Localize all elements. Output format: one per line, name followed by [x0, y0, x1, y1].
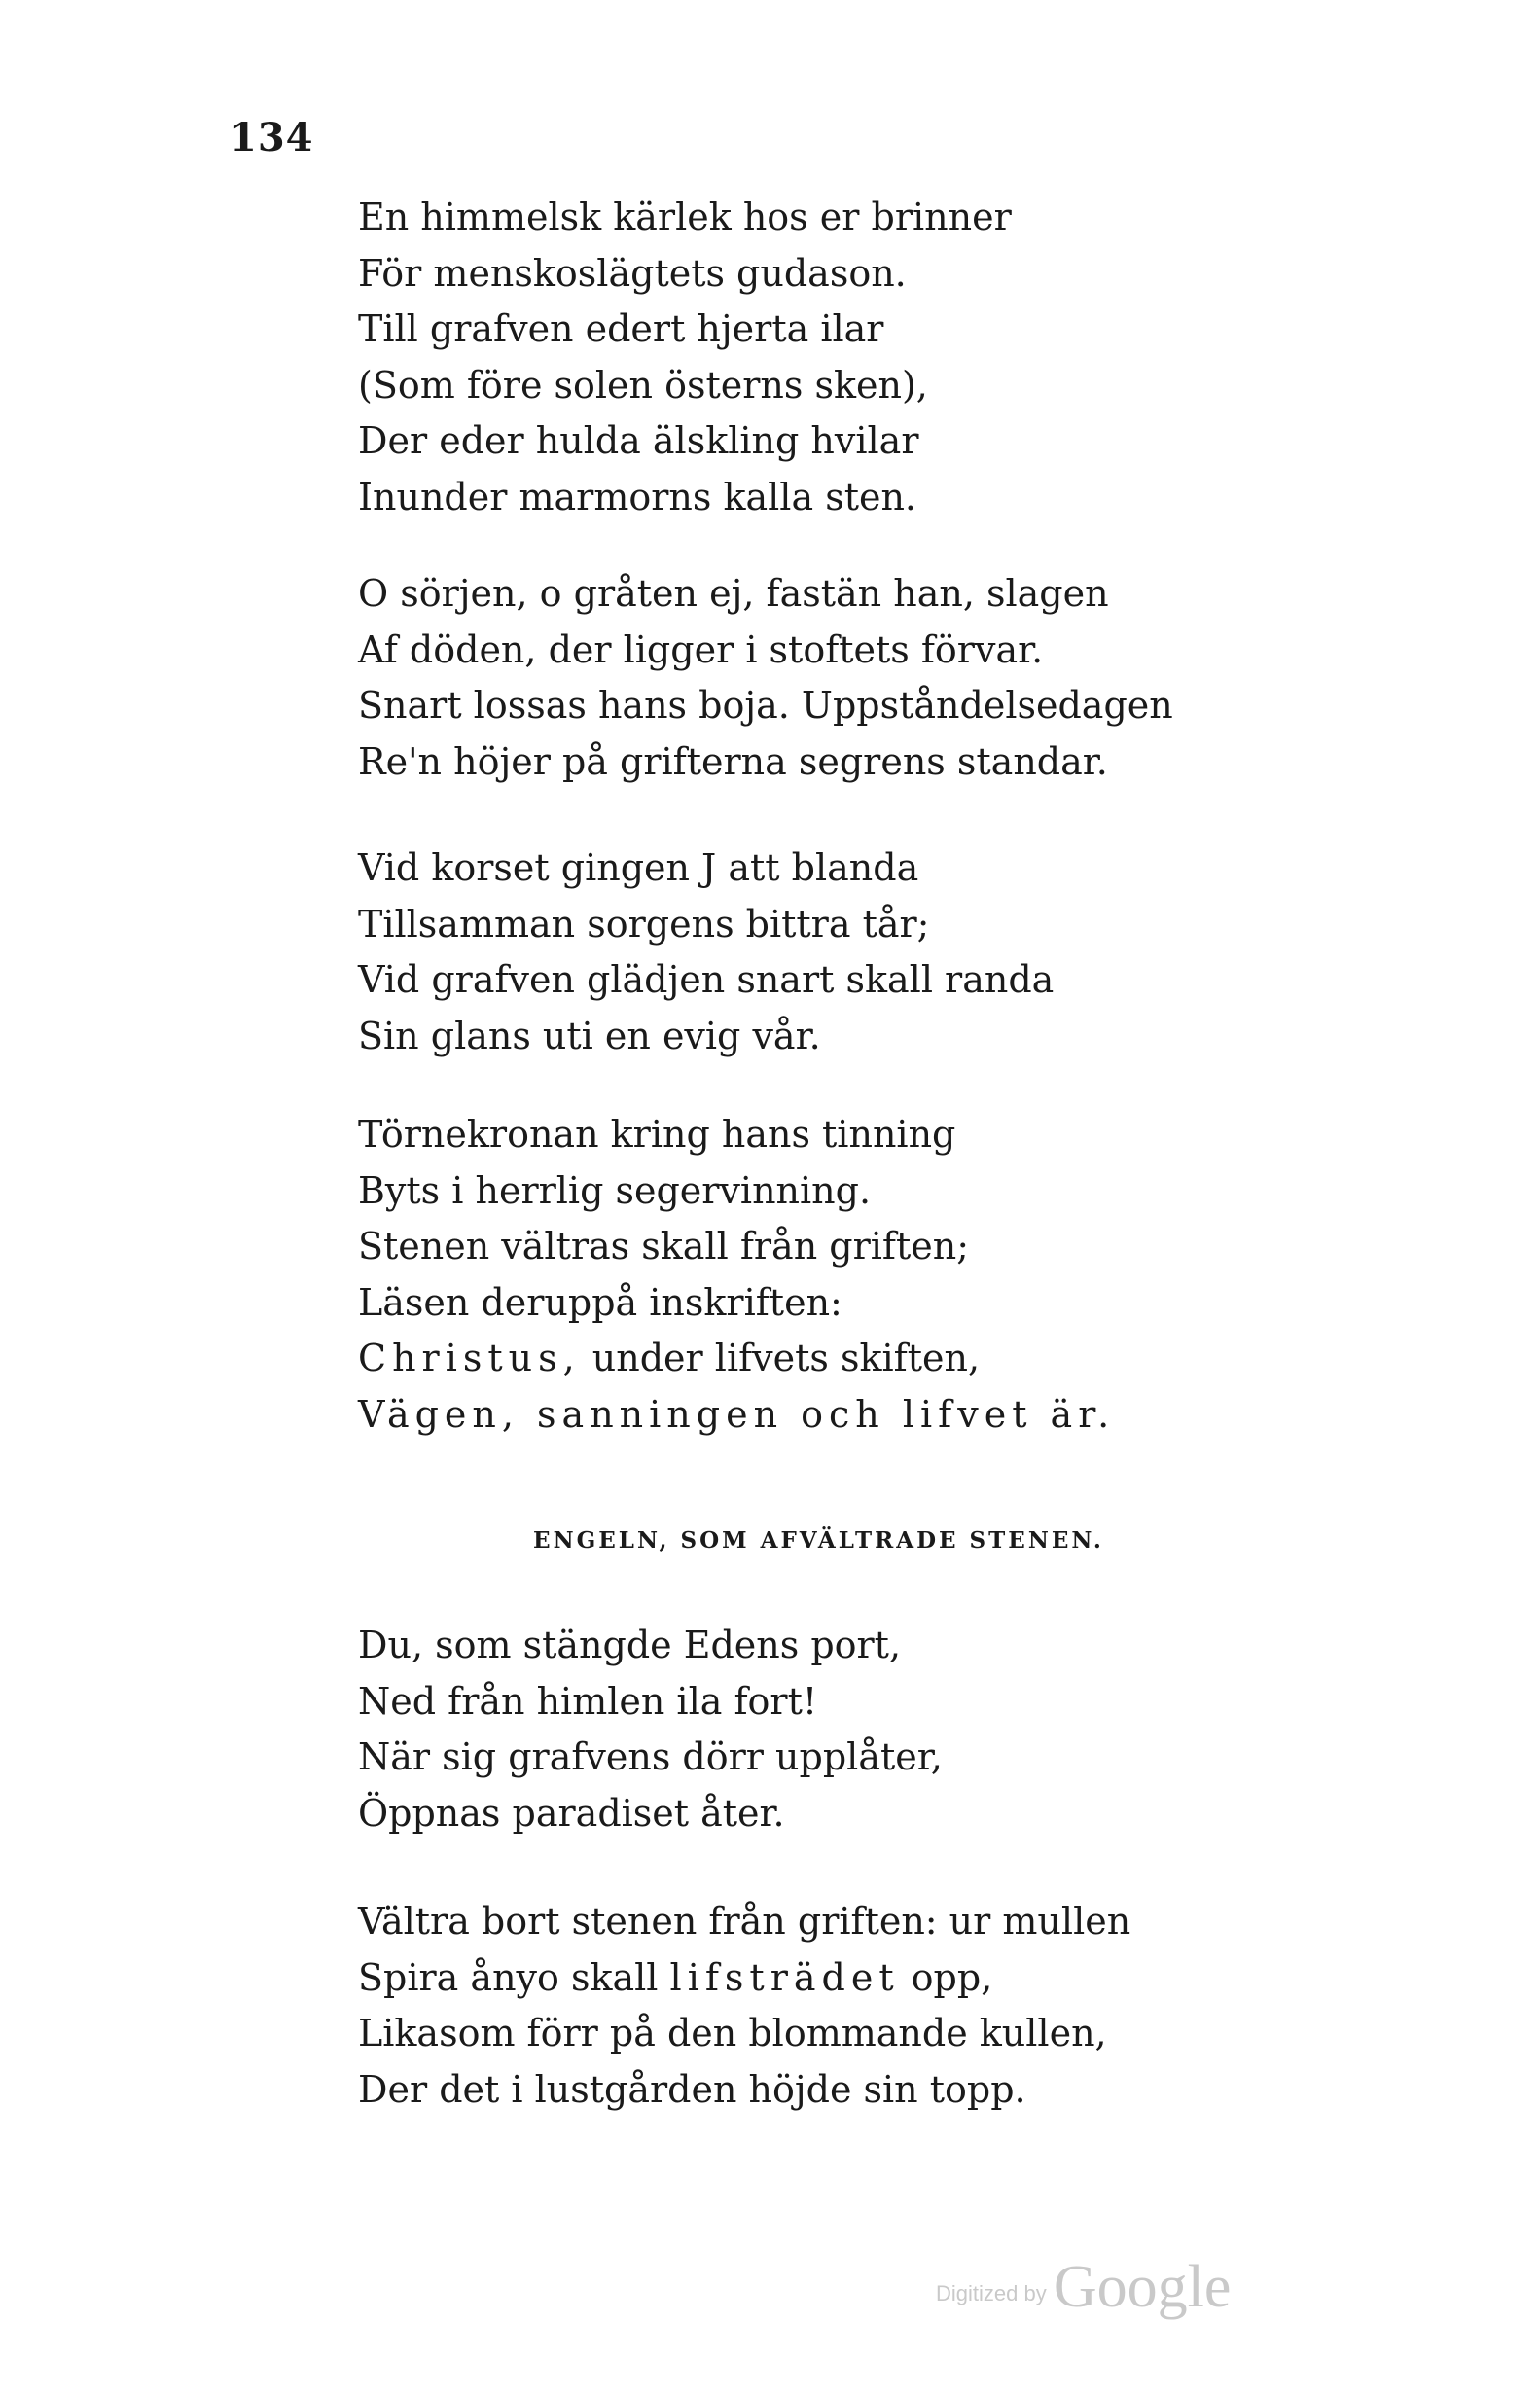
digitized-watermark [936, 2253, 1231, 2322]
page-number: 134 [230, 115, 314, 161]
poem-line: (Som före solen österns sken), [358, 363, 928, 407]
poem-line: Snart lossas hans boja. Uppståndelsedagen [358, 684, 1173, 727]
poem-line: Byts i herrlig segervinning. [358, 1168, 872, 1212]
stanza-6 [358, 1894, 1130, 2118]
poem-line: Läsen deruppå inskriften: [358, 1280, 842, 1324]
spaced-word-christus: Christus, [358, 1337, 581, 1379]
stanza-5 [358, 1618, 943, 1841]
poem-line: Re'n höjer på grifterna segrens standar. [358, 739, 1108, 783]
spaced-word-lifstradet: lifsträdet [669, 1955, 900, 1999]
poem-line: Stenen vältras skall från griften; [358, 1225, 970, 1268]
stanza-2 [358, 566, 1173, 790]
poem-line: Inunder marmorns kalla sten. [358, 475, 917, 518]
poem-line: O sörjen, o gråten ej, fastän han, slagen [358, 572, 1109, 615]
poem-line-spira [358, 1950, 1130, 2007]
poem-line-christus [358, 1331, 1115, 1387]
stanza-4 [358, 1107, 1115, 1443]
poem-line: En himmelsk kärlek hos er brinner [358, 196, 1012, 238]
stanza-3 [358, 840, 1054, 1064]
watermark-prefix: Digitized by [936, 2281, 1047, 2305]
poem-line: Der det i lustgården höjde sin topp. [358, 2067, 1026, 2111]
poem-line-fragment: under lifvets skiften, [580, 1337, 981, 1379]
poem-line-vagen: Vägen, sanningen och lifvet är. [358, 1392, 1116, 1436]
stanza-1 [358, 190, 1012, 525]
poem-line: Törnekronan kring hans tinning [358, 1113, 956, 1156]
poem-line: Du, som stängde Edens port, [358, 1624, 902, 1666]
google-logo-text: Google [1053, 2254, 1232, 2320]
poem-line: Vid korset gingen J att blanda [358, 846, 919, 889]
poem-line: Likasom förr på den blommande kullen, [358, 2012, 1107, 2055]
poem-line-fragment: Spira ånyo skall [358, 1955, 670, 1999]
poem-line: Till grafven edert hjerta ilar [358, 307, 884, 350]
section-title: ENGELN, SOM AFVÄLTRADE STENEN. [533, 1527, 1104, 1554]
poem-line: Tillsamman sorgens bittra tår; [358, 902, 930, 946]
poem-line: Sin glans uti en evig vår. [358, 1014, 821, 1057]
poem-line: Af döden, der ligger i stoftets förvar. [358, 627, 1044, 671]
poem-line: När sig grafvens dörr upplåter, [358, 1735, 943, 1778]
poem-line: Öppnas paradiset åter. [358, 1791, 785, 1835]
poem-line: Vältra bort stenen från griften: ur mullen [358, 1900, 1131, 1943]
poem-line: Ned från himlen ila fort! [358, 1679, 818, 1723]
poem-line-fragment: opp, [899, 1955, 993, 1999]
poem-line: Der eder hulda älskling hvilar [358, 419, 919, 462]
poem-line: För menskoslägtets gudason. [358, 251, 907, 295]
poem-line: Vid grafven glädjen snart skall randa [358, 958, 1055, 1001]
